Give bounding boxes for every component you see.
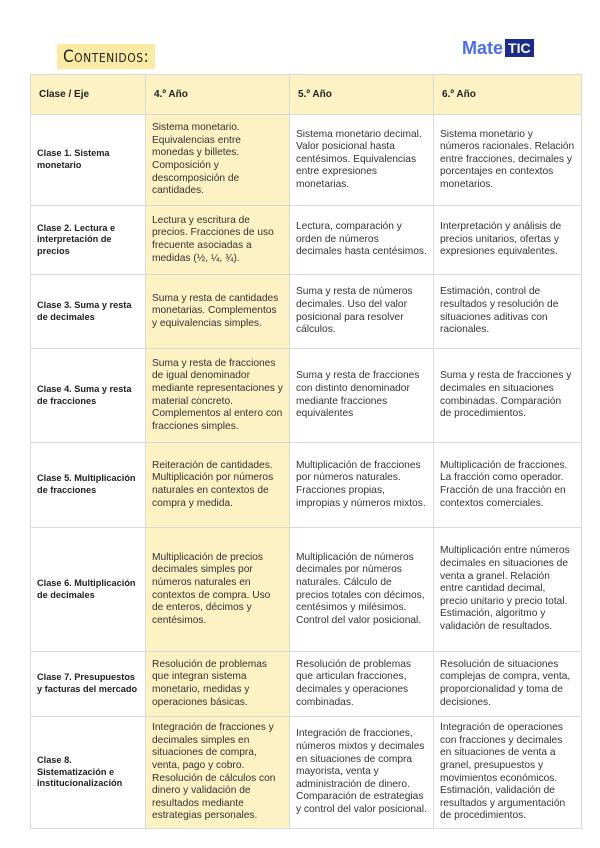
cell-4-anio: Suma y resta de cantidades monetarias. Complementos y equivalencias simples. bbox=[146, 275, 290, 349]
row-axis: Clase 1. Sistema monetario bbox=[31, 115, 146, 206]
header-clase-eje: Clase / Eje bbox=[31, 75, 146, 115]
row-axis: Clase 4. Suma y resta de fracciones bbox=[31, 349, 146, 443]
row-axis: Clase 7. Presupuestos y facturas del mercado bbox=[31, 652, 146, 717]
cell-5-anio: Lectura, comparación y orden de números decimales hasta centésimos. bbox=[290, 206, 434, 275]
cell-5-anio: Suma y resta de números decimales. Uso del valor posicional para resolver cálculos. bbox=[290, 275, 434, 349]
cell-6-anio: Interpretación y análisis de precios unitarios, ofertas y expresiones equivalentes. bbox=[434, 206, 582, 275]
row-axis: Clase 2. Lectura e interpretación de precios bbox=[31, 206, 146, 275]
cell-5-anio: Integración de fracciones, números mixtos y decimales en situaciones de compra mayorista, venta y administración de dinero. Comparación de estrategias y control del valor posicional. bbox=[290, 717, 434, 829]
cell-5-anio: Multiplicación de fracciones por números naturales. Fracciones propias, impropias y números mixtos. bbox=[290, 443, 434, 528]
table-row bbox=[31, 717, 582, 829]
cell-5-anio: Multiplicación de números decimales por números naturales. Cálculo de precios totales con décimos, centésimos y milésimos. Control del valor posicional. bbox=[290, 528, 434, 652]
header-5-anio: 5.º Año bbox=[290, 75, 434, 115]
contents-table bbox=[30, 74, 582, 829]
table-row bbox=[31, 349, 582, 443]
table-header-row bbox=[31, 75, 582, 115]
header-4-anio: 4.º Año bbox=[146, 75, 290, 115]
row-axis: Clase 8. Sistematización e institucionalización bbox=[31, 717, 146, 829]
cell-6-anio: Multiplicación entre números decimales en situaciones de venta a granel. Relación entre cantidad decimal, precio unitario y precio total. Estimación, algoritmo y validación de resultados. bbox=[434, 528, 582, 652]
row-axis: Clase 6. Multiplicación de decimales bbox=[31, 528, 146, 652]
table-row bbox=[31, 443, 582, 528]
cell-5-anio: Resolución de problemas que articulan fracciones, decimales y operaciones combinadas. bbox=[290, 652, 434, 717]
cell-4-anio: Sistema monetario. Equivalencias entre monedas y billetes. Composición y descomposición de cantidades. bbox=[146, 115, 290, 206]
cell-4-anio: Reiteración de cantidades. Multiplicación por números naturales en contextos de compra y medida. bbox=[146, 443, 290, 528]
cell-6-anio: Suma y resta de fracciones y decimales en situaciones combinadas. Comparación de procedimientos. bbox=[434, 349, 582, 443]
cell-6-anio: Resolución de situaciones complejas de compra, venta, proporcionalidad y toma de decisiones. bbox=[434, 652, 582, 717]
cell-6-anio: Estimación, control de resultados y resolución de situaciones aditivas con racionales. bbox=[434, 275, 582, 349]
cell-4-anio: Resolución de problemas que integran sistema monetario, medidas y operaciones básicas. bbox=[146, 652, 290, 717]
table-row bbox=[31, 275, 582, 349]
logo-mate-text: Mate bbox=[462, 37, 504, 58]
matetic-logo bbox=[462, 38, 534, 58]
row-axis: Clase 5. Multiplicación de fracciones bbox=[31, 443, 146, 528]
header-6-anio: 6.º Año bbox=[434, 75, 582, 115]
cell-6-anio: Integración de operaciones con fracciones y decimales en situaciones de venta a granel, presupuestos y movimientos económicos. Estimación, validación de resultados y argumentación de procedimientos. bbox=[434, 717, 582, 829]
cell-4-anio: Integración de fracciones y decimales simples en situaciones de compra, venta, pago y cobro. Resolución de cálculos con dinero y validación de resultados mediante estrategias personales. bbox=[146, 717, 290, 829]
table-row bbox=[31, 115, 582, 206]
cell-4-anio: Suma y resta de fracciones de igual denominador mediante representaciones y material concreto. Complementos al entero con fracciones simples. bbox=[146, 349, 290, 443]
logo-tic-text: TIC bbox=[505, 39, 534, 57]
cell-5-anio: Sistema monetario decimal. Valor posicional hasta centésimos. Equivalencias entre expresiones monetarias. bbox=[290, 115, 434, 206]
row-axis: Clase 3. Suma y resta de decimales bbox=[31, 275, 146, 349]
cell-5-anio: Suma y resta de fracciones con distinto denominador mediante fracciones equivalentes bbox=[290, 349, 434, 443]
cell-6-anio: Sistema monetario y números racionales. Relación entre fracciones, decimales y porcentajes en contextos monetarios. bbox=[434, 115, 582, 206]
table-row bbox=[31, 206, 582, 275]
cell-4-anio: Multiplicación de precios decimales simples por números naturales en contextos de compra. Uso de enteros, décimos y centésimos. bbox=[146, 528, 290, 652]
cell-4-anio: Lectura y escritura de precios. Fracciones de uso frecuente asociadas a medidas (½, ¼, ¾). bbox=[146, 206, 290, 275]
title-highlight bbox=[57, 44, 155, 69]
table-row bbox=[31, 652, 582, 717]
page-title: Contenidos: bbox=[63, 47, 150, 67]
table-row bbox=[31, 528, 582, 652]
cell-6-anio: Multiplicación de fracciones. La fracción como operador. Fracción de una fracción en contextos comerciales. bbox=[434, 443, 582, 528]
